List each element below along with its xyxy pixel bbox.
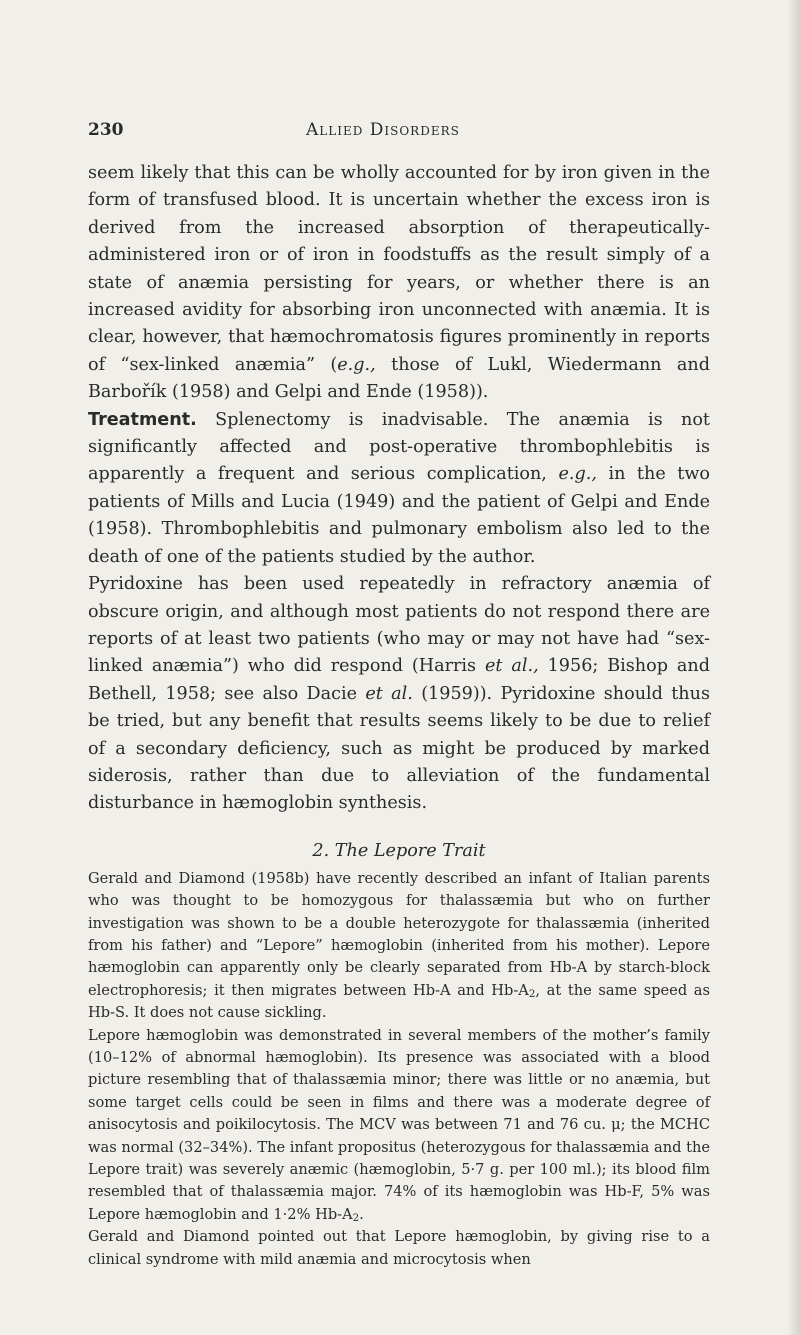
lepore-1-text-a: Gerald and Diamond (1958b) have recently described an infant of Italian parents who was thought to be homozygous for thalassæmia but who on further investigation was shown to be a double heterozygote for thalassæmia (inherited from his father) and “Lepore” hæmoglobin (inherited from his mother). Lepore hæmoglobin can apparently only be clearly separated from Hb-A by starch-block electrophoresis; it then migrates between Hb-A and Hb-A (88, 869, 710, 999)
paragraph-lepore-1 (88, 868, 710, 1025)
page-header (88, 120, 708, 144)
pyridoxine-text-b: 1956; Bishop and Bethell, 1958; see also Dacie (88, 656, 710, 704)
running-head: Allied Disorders (306, 120, 460, 140)
lepore-2-text-a: Lepore hæmoglobin was demonstrated in several members of the mother’s family (10–12% of abnormal hæmoglobin). Its presence was associated with a blood picture resembling that of thalassæmia minor; there was little or no anæmia, but some target cells could be seen in films and there was a moderate degree of anisocytosis and poikilocytosis. The MCV was between 71 and 76 cu. μ; the MCHC was normal (32–34%). The infant propositus (heterozygous for thalassæmia and the Lepore trait) was severely anæmic (hæmoglobin, 5·7 g. per 100 ml.); its blood film resembled that of thalassæmia major. 74% of its hæmoglobin was Hb-F, 5% was Lepore hæmoglobin and 1·2% Hb-A (88, 1026, 710, 1223)
lepore-2-text-b: . (359, 1205, 364, 1223)
paragraph-pyridoxine (88, 571, 710, 818)
treatment-text-b: in the two patients of Mills and Lucia (1949) and the patient of Gelpi and Ende (1958). Thrombophlebitis and pulmonary embolism also led to the death of one of the patients studied by the author. (88, 464, 711, 567)
page-content (88, 160, 710, 1271)
pyridoxine-text-c: (1959)). Pyridoxine should thus be tried, but any benefit that results seems likely to be due to relief of a secondary deficiency, such as might be produced by marked siderosis, rather than due to alleviation of the fundamental disturbance in hæmoglobin synthesis. (88, 683, 710, 814)
paragraph-treatment (88, 407, 710, 571)
paragraph-iron-text: seem likely that this can be wholly accounted for by iron given in the form of transfused blood. It is uncertain whether the excess iron is derived from the increased absorption of therapeutically-administered iron or of iron in foodstuffs as the result simply of a state of anæmia persisting for years, or whether there is an increased avidity for absorbing iron unconnected with anæmia. It is clear, however, that hæmochromatosis figures prominently in reports of “sex-linked anæmia” ( (88, 163, 710, 375)
section-title: 2. The Lepore Trait (312, 840, 486, 861)
pyridoxine-em-2: et al. (365, 683, 413, 704)
treatment-heading: Treatment. (88, 409, 197, 430)
lepore-2-sub: 2 (352, 1212, 360, 1224)
pyridoxine-text-a: Pyridoxine has been used repeatedly in refractory anæmia of obscure origin, and although most patients do not respond there are reports of at least two patients (who may or may not have had “sex-linked anæmia”) who did respond (Harris (88, 574, 710, 677)
page-number: 230 (88, 120, 124, 140)
lepore-1-text-b: , at the same speed as Hb-S. It does not cause sickling. (88, 981, 710, 1022)
paragraph-iron-em: e.g., (337, 354, 376, 375)
page-edge-shadow (787, 0, 801, 1335)
paragraph-iron (88, 160, 710, 407)
paragraph-lepore-2 (88, 1025, 710, 1227)
lepore-1-sub: 2 (528, 988, 536, 1000)
treatment-em: e.g., (558, 464, 597, 485)
paragraph-iron-end: those of Lukl, Wiedermann and Barbořík (1958) and Gelpi and Ende (1958)). (88, 354, 711, 403)
treatment-text-a: Splenectomy is inadvisable. The anæmia is not significantly affected and post-operative thrombophlebitis is apparently a frequent and serious complication, (88, 409, 710, 485)
pyridoxine-em-1: et al., (485, 656, 539, 677)
paragraph-lepore-3: Gerald and Diamond pointed out that Lepore hæmoglobin, by giving rise to a clinical syndrome with mild anæmia and microcytosis when (88, 1228, 710, 1268)
